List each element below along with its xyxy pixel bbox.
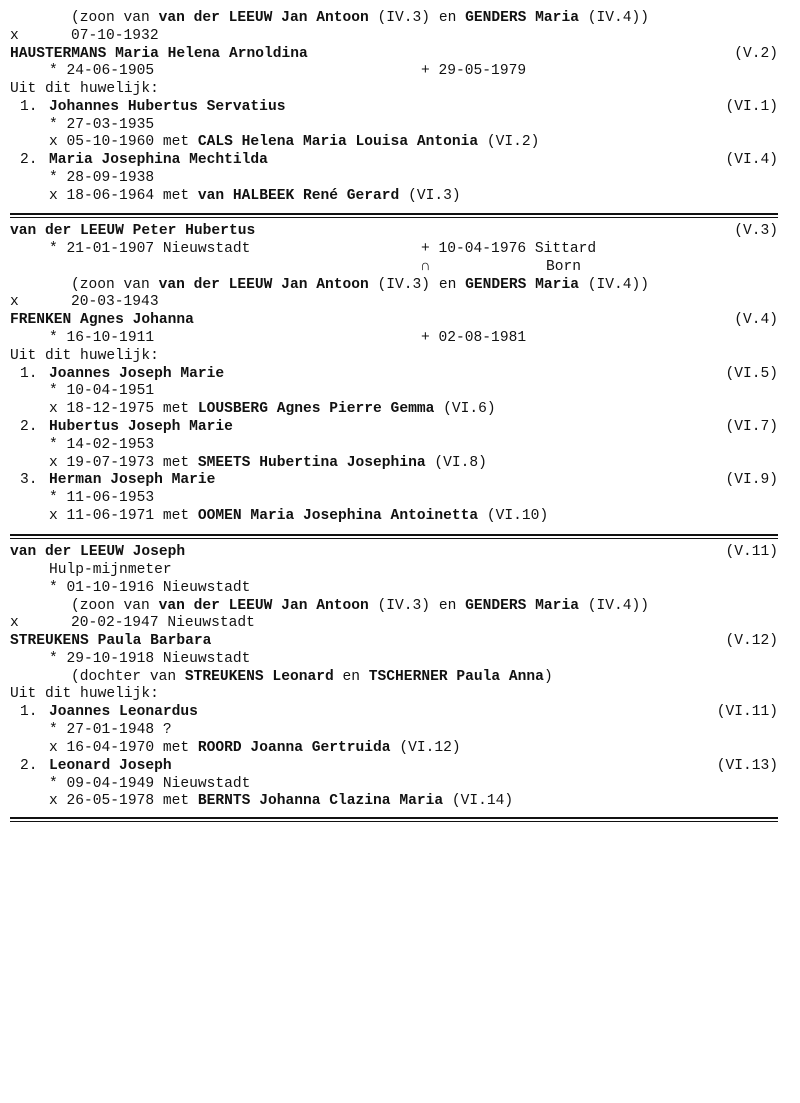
child-marriage [49, 739, 461, 757]
child-partner: van HALBEEK René Gerard [197, 188, 400, 204]
mother-name: GENDERS Maria [465, 277, 579, 293]
person-occupation: Hulp-mijnmeter [49, 562, 172, 578]
child-marriage [49, 133, 539, 151]
spouse-birth: * 16-10-1911 [49, 330, 155, 346]
child-ref: (VI.7) [725, 419, 778, 435]
father-name: van der LEEUW Jan Antoon [158, 598, 369, 614]
marriage-date: 20-02-1947 Nieuwstadt [71, 615, 255, 631]
children-heading: Uit dit huwelijk: [10, 348, 159, 364]
father-name: van der LEEUW Jan Antoon [158, 277, 369, 293]
burial-icon: ∩ [421, 259, 430, 275]
children-heading: Uit dit huwelijk: [10, 686, 159, 702]
parent-note-suffix: ) [543, 669, 553, 685]
person-death: + 10-04-1976 Sittard [421, 241, 597, 257]
person-name: van der LEEUW Joseph [10, 544, 186, 560]
child-birth: * 27-03-1935 [49, 117, 155, 133]
child-partner: ROORD Joanna Gertruida [197, 740, 391, 756]
child-name: Joannes Leonardus [49, 704, 198, 720]
child-name: Hubertus Joseph Marie [49, 419, 233, 435]
child-marriage-prefix: x 19-07-1973 met [49, 455, 198, 471]
section-divider [10, 534, 778, 536]
marriage-symbol: x [10, 28, 19, 44]
child-marriage-prefix: x 05-10-1960 met [49, 134, 198, 150]
child-marriage-prefix: x 18-12-1975 met [49, 401, 198, 417]
children-heading: Uit dit huwelijk: [10, 81, 159, 97]
child-marriage [49, 454, 487, 472]
mother-ref: (IV.4)) [578, 10, 650, 26]
person-name: van der LEEUW Peter Hubertus [10, 223, 256, 239]
mother-ref: (IV.4)) [578, 598, 650, 614]
child-number: 2. [20, 419, 38, 435]
mother-name: GENDERS Maria [465, 10, 579, 26]
child-ref: (VI.9) [725, 472, 778, 488]
child-ref: (VI.11) [716, 704, 778, 720]
parent-note [71, 9, 649, 27]
parent-note-prefix: (zoon van [71, 10, 159, 26]
child-marriage [49, 792, 513, 810]
child-ref: (VI.1) [725, 99, 778, 115]
child-marriage [49, 507, 548, 525]
child-number: 2. [20, 152, 38, 168]
parent-note-prefix: (dochter van [71, 669, 185, 685]
child-number: 2. [20, 758, 38, 774]
section-divider [10, 213, 778, 215]
marriage-date: 20-03-1943 [71, 294, 159, 310]
child-partner: SMEETS Hubertina Josephina [197, 455, 426, 471]
father-ref: (IV.3) en [368, 277, 466, 293]
parent-note [71, 597, 649, 615]
child-birth: * 10-04-1951 [49, 383, 155, 399]
parent-note [71, 276, 649, 294]
child-name: Leonard Joseph [49, 758, 172, 774]
section-divider-inner [10, 538, 778, 539]
child-partner-ref: (VI.8) [425, 455, 487, 471]
spouse-birth: * 24-06-1905 [49, 63, 155, 79]
spouse-birth: * 29-10-1918 Nieuwstadt [49, 651, 251, 667]
child-partner: BERNTS Johanna Clazina Maria [197, 793, 444, 809]
child-birth: * 09-04-1949 Nieuwstadt [49, 776, 251, 792]
child-partner-ref: (VI.12) [390, 740, 461, 756]
child-partner: LOUSBERG Agnes Pierre Gemma [197, 401, 435, 417]
child-name: Herman Joseph Marie [49, 472, 216, 488]
child-birth: * 28-09-1938 [49, 170, 155, 186]
child-partner-ref: (VI.14) [443, 793, 514, 809]
child-partner: CALS Helena Maria Louisa Antonia [197, 134, 479, 150]
child-marriage-prefix: x 18-06-1964 met [49, 188, 198, 204]
person-birth: * 21-01-1907 Nieuwstadt [49, 241, 251, 257]
marriage-date: 07-10-1932 [71, 28, 159, 44]
spouse-ref: (V.4) [734, 312, 778, 328]
mother-ref: (IV.4)) [578, 277, 650, 293]
person-birth: * 01-10-1916 Nieuwstadt [49, 580, 251, 596]
child-marriage-prefix: x 16-04-1970 met [49, 740, 198, 756]
child-marriage [49, 187, 461, 205]
child-marriage [49, 400, 496, 418]
spouse-parent-note [71, 668, 553, 686]
spouse-ref: (V.12) [725, 633, 778, 649]
child-number: 1. [20, 704, 38, 720]
child-ref: (VI.4) [725, 152, 778, 168]
child-marriage-prefix: x 26-05-1978 met [49, 793, 198, 809]
child-number: 1. [20, 99, 38, 115]
child-ref: (VI.13) [716, 758, 778, 774]
spouse-name: STREUKENS Paula Barbara [10, 633, 212, 649]
person-ref: (V.3) [734, 223, 778, 239]
child-partner-ref: (VI.10) [478, 508, 549, 524]
child-partner-ref: (VI.2) [478, 134, 540, 150]
father-ref: (IV.3) en [368, 598, 466, 614]
child-birth: * 11-06-1953 [49, 490, 155, 506]
parent-note-prefix: (zoon van [71, 277, 159, 293]
child-partner-ref: (VI.6) [434, 401, 496, 417]
marriage-symbol: x [10, 615, 19, 631]
mother-name: TSCHERNER Paula Anna [368, 669, 544, 685]
mother-name: GENDERS Maria [465, 598, 579, 614]
parent-note-prefix: (zoon van [71, 598, 159, 614]
child-name: Maria Josephina Mechtilda [49, 152, 268, 168]
child-name: Johannes Hubertus Servatius [49, 99, 286, 115]
spouse-ref: (V.2) [734, 46, 778, 62]
section-divider [10, 817, 778, 819]
spouse-name: HAUSTERMANS Maria Helena Arnoldina [10, 46, 308, 62]
child-partner: OOMEN Maria Josephina Antoinetta [197, 508, 479, 524]
child-name: Joannes Joseph Marie [49, 366, 225, 382]
burial-place: Born [546, 259, 582, 275]
child-number: 1. [20, 366, 38, 382]
child-ref: (VI.5) [725, 366, 778, 382]
child-partner-ref: (VI.3) [399, 188, 461, 204]
marriage-symbol: x [10, 294, 19, 310]
child-birth: * 27-01-1948 ? [49, 722, 172, 738]
section-divider-inner [10, 821, 778, 822]
parent-note-middle: en [333, 669, 369, 685]
spouse-name: FRENKEN Agnes Johanna [10, 312, 194, 328]
father-name: STREUKENS Leonard [184, 669, 334, 685]
father-name: van der LEEUW Jan Antoon [158, 10, 369, 26]
child-birth: * 14-02-1953 [49, 437, 155, 453]
father-ref: (IV.3) en [368, 10, 466, 26]
child-number: 3. [20, 472, 38, 488]
child-marriage-prefix: x 11-06-1971 met [49, 508, 198, 524]
spouse-death: + 02-08-1981 [421, 330, 527, 346]
spouse-death: + 29-05-1979 [421, 63, 527, 79]
person-ref: (V.11) [725, 544, 778, 560]
section-divider-inner [10, 217, 778, 218]
